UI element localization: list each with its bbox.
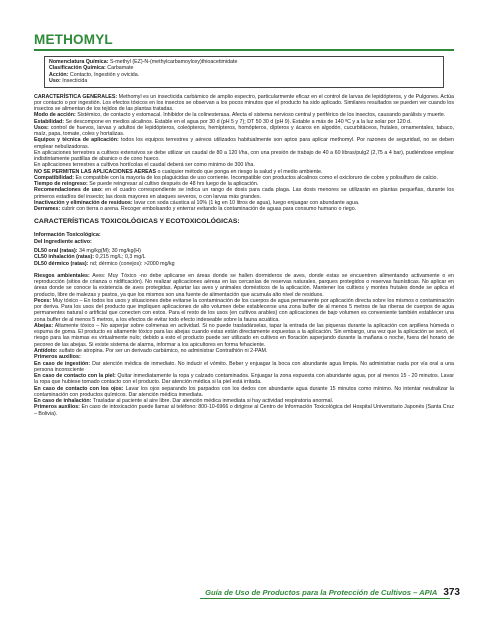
caracteristicas-text: Methomyl es un insecticida carbámico de amplio espectro, particularmente eficaz en el control de larvas de lepidópteros, y de Pulgones. Actúa por contacto o por ingestión. Los efectos tóxicos en los insectos se observan a los pocos minutos que el producto ha sido aplicado. Similares resultados se pueden ver cuando los insectos se alimentan de los tejidos de las plantas tratadas. [34, 93, 454, 113]
recom-label: Recomendaciones de uso: [34, 187, 103, 194]
usos [34, 125, 454, 138]
antidoto-text: sulfato de atropina. Por ser un derivado carbámico, no administrar Contrathión ni 2-PAM. [59, 347, 268, 354]
inhalacion-label: En caso de inhalación: [34, 398, 92, 405]
cl50-value: 0,215 mg/L; 0,3 mg/L [95, 254, 146, 261]
abejas [34, 323, 454, 348]
estabilidad-text: Se descompone en medios alcalinos. Estable en el agua por 30 d (pH 5 y 7); DT 50 30 d (pH 9). Estable a más de 140 ºC y a la luz solar por 120 d. [65, 118, 412, 125]
derrames [34, 206, 454, 212]
abejas-text: Altamente tóxico – No asperjar sobre colmenas en actividad. Si no puede trasladárselas, tapar la entrada de las piqueras durante la aplicación con arpillera húmeda o espuma de goma. El producto es altamente tóxico para las abejas cuando estas están directamente expuestas a la aplicación. Sin embargo, una vez que la aplicación se secó, el riesgo para las mismas es virtualmente nulo; debido a esto el producto puede ser utilizado en cultivos en floración asperjando durante la mañana o noche, fuera del horario de pecoreo de las abejas. Si existe sistema de alarma, informar a los apicultores en forma fehaciente. [34, 322, 454, 348]
uso-label: Uso: [49, 78, 61, 85]
dl50-dermico-label: DL50 dérmico (ratas): [34, 260, 89, 267]
compat-text: Es compatible con la mayoría de los plaguicidas de uso corriente. Incompatible con productos alcalinos como el oxicloruro de cobre y polisulfuro de calcio. [75, 174, 438, 181]
ingestion-label: En caso de ingestión: [34, 360, 91, 367]
accion-label: Acción: [49, 71, 69, 78]
modo-label: Modo de acción: [34, 112, 76, 119]
peces-label: Peces: [34, 297, 52, 304]
dl50-oral-label: DL50 oral (ratas): [34, 248, 78, 255]
recom-text: en el cuadro correspondiente se indica un rango de dosis para cada plaga. Las dosis menores se utilizarán en plantas pequeñas, durante los primeros estadíos del insecto; las dosis mayores en ataques severos, o con larvas más grandes. [34, 187, 454, 200]
riesgos-text: Aves: Muy Tóxico -no debe aplicarse en áreas donde se hallen dormideros de aves, donde estas se encuentren alimentando activamente o en reproducción (sitios de crianza o nidificación). No realizar aplicaciones aéreas en las cercanías de reservas naturales, parques protegidos o reservas faunísticas. No aplicar en áreas donde se conoce la existencia de aves protegidas. Apartar las aves y animales domésticos de la aplicación. Mantener los cultivos y montes frutales donde se aplica el producto, libre de malezas y pastos, ya que los mismos son una fuente de alimentación que acumula alto nivel de residuos. [34, 272, 454, 298]
riesgos-label: Riesgos ambientales: [34, 272, 90, 279]
page-title: METHOMYL [34, 32, 454, 51]
uso-value: Insecticida [62, 78, 88, 85]
inact-text: lavar con soda cáustica al 10% (1 kg en 10 litros de agua), luego enjuagar con abundante agua. [134, 199, 360, 206]
clasificacion-value: Carbamate [107, 65, 134, 72]
estabilidad-label: Estabilidad: [34, 118, 65, 125]
derrames-text: cubrir con tierra o arena. Recoger embolsando y enterrar evitando la contaminación de aguas para consumo humano o riego. [61, 206, 357, 213]
no-aereas-label: NO SE PERMITEN LAS APLICACIONES AEREAS [34, 168, 157, 175]
recomendaciones [34, 187, 454, 200]
equipos-label: Equipos y técnica de aplicación: [34, 137, 119, 144]
piel-text: Quitar inmediatamente la ropa y calzado contaminados. Enjuagar la zona expuesta con abundante agua, por al menos 15 - 20 minutos. Lavar la ropa que hubiese tomado contacto con el producto. Dar atención médica si la piel está irritada. [34, 373, 454, 386]
caracteristicas-generales [34, 94, 454, 113]
primeros-auxilios-telefono [34, 404, 454, 417]
primeros2-text: En caso de intoxicación puede llamar al teléfono: 800-10-6966 o dirigirse al Centro de Información Toxicológica del Hospital Universitario Japonés (Santa Cruz – Bolivia). [34, 404, 454, 417]
abejas-label: Abejas: [34, 322, 54, 329]
footer-rule [200, 598, 450, 599]
modo-text: Sistémico, de contacto y estomacal. Inhibidor de la colinesterasa. Afecta el sistema nervioso central y periférico de los insectos, causando parálisis y muerte. [77, 112, 446, 119]
nomenclatura-label: Nomenclatura Química: [49, 59, 109, 65]
contacto-piel [34, 373, 454, 386]
caracteristicas-label: CARACTERÍSTICA GENERALES: [34, 93, 118, 100]
primeros-auxilios-heading: Primeros auxilios: [34, 354, 81, 361]
equipos-extensivos: En aplicaciones terrestres a cultivos extensivos se debe utilizar un caudal de 80 a 120 l/ha, con una presión de trabajo de 40 a 60 libras/pulg2 (2,75 a 4 bar), pudiéndose emplear indistintamente pastillas de abanico o de cono hueco. [34, 149, 454, 163]
ingestion [34, 361, 454, 374]
peces-text: Muy tóxico – En todos los usos y situaciones debe evitarse la contaminación de los cuerpos de agua permanente por aplicación directa sobre los mismos o contaminación por deriva. Para los usos del producto que impliquen aplicaciones de alto volumen debe establecerse una zona buffer de al menos 5 metros de las riberas de cuerpos de agua permanentes natural o artificial que conecten con estos. Para el resto de los usos (en cultivos arables) con aplicaciones de bajo volumen es conveniente también establecer una zona buffer de al menos 5 metros, a los efectos de evitar todo efecto indeseable sobre la fauna acuática. [34, 297, 454, 323]
nomenclatura-value: S-methyl (EZ)-N-(methylcarbamoyloxy)thioacetimidate [109, 59, 238, 65]
equipos-horticolas: En aplicaciones terrestres a cultivos hortícolas el caudal deberá ser como mínimo de 300 l/ha. [34, 162, 255, 169]
clasificacion-label: Clasificación Química: [49, 65, 106, 72]
reingreso-text: Se puede reingresar al cultivo después de 48 hrs luego de la aplicación. [89, 181, 259, 188]
equipos [34, 137, 454, 150]
usos-text: control de huevos, larvas y adultos de lepidópteros, coleópteros, hemípteros, homópteros, dípteros y ácaros en algodón, cucurbitáceos, frutales, ornamentales, tabaco, maíz, papa, tomate, coles y hortalizas. [34, 124, 454, 138]
info-box [44, 56, 444, 88]
compat-label: Compatibilidad: [34, 174, 75, 181]
page-number: 373 [443, 586, 460, 598]
uso-row [49, 78, 439, 84]
dl50-oral-value: 34 mg/kg(M); 30 mg/kg(H) [79, 248, 141, 255]
cl50-label: CL50 inhalación (ratas): [34, 254, 95, 261]
ingrediente-heading: Del Ingrediente activo: [34, 238, 92, 245]
info-tox-heading: Información Toxicológica: [34, 232, 101, 239]
no-aereas-text: o cualquier método que ponga en riesgo la salud y el medio ambiente. [157, 168, 323, 175]
dl50-dermico-value: nd; dérmico (conejos): >2000 mg/kg [89, 260, 175, 267]
piel-label: En caso de contacto con la piel: [34, 373, 116, 380]
riesgos-ambientales [34, 273, 454, 298]
contacto-ojos [34, 386, 454, 399]
primeros2-label: Primeros auxilios: [34, 404, 80, 411]
inhalacion-text: Trasladar al paciente al aire libre. Dar atención médica inmediata si hay actividad respiratoria anormal. [92, 398, 334, 405]
equipos-text: todos los equipos terrestres y aéreos utilizados habitualmente son aptos para aplicar methomyl. Por razones de seguridad, no se deben emplear nebulizadoras. [34, 137, 454, 150]
inact-label: Inactivación y eliminación de residuos: [34, 199, 133, 206]
footer-text: Guía de Uso de Productos para la Protección de Cultivos – APIA [205, 587, 438, 597]
peces [34, 298, 454, 323]
derrames-label: Derrames: [34, 206, 61, 213]
ingestion-text: Dar atención médica de inmediato. No inducir el vómito. Beber y enjuagar la boca con abundante agua limpia. No administrar nada por vía oral a una persona inconsciente [34, 360, 454, 373]
usos-label: Usos: [34, 124, 49, 131]
document-page [34, 32, 454, 417]
ojos-label: En caso de contacto con los ojos: [34, 385, 124, 392]
accion-value: Contacto, Ingestión y ovicida. [69, 71, 140, 78]
page-footer [200, 585, 460, 599]
tox-heading: CARACTERÍSTICAS TOXICOLÓGICAS Y ECOTOXICOLÓGICAS: [34, 218, 240, 226]
antidoto-label: Antídoto: [34, 347, 58, 354]
reingreso-label: Tiempo de reingreso: [34, 181, 88, 188]
ojos-text: Lavar los ojos separando los parpados con los dedos con abundante agua durante 15 minutos como mínimo. No intentar neutralizar la contaminación con productos químicos. Dar atención médica inmediata. [34, 385, 454, 398]
